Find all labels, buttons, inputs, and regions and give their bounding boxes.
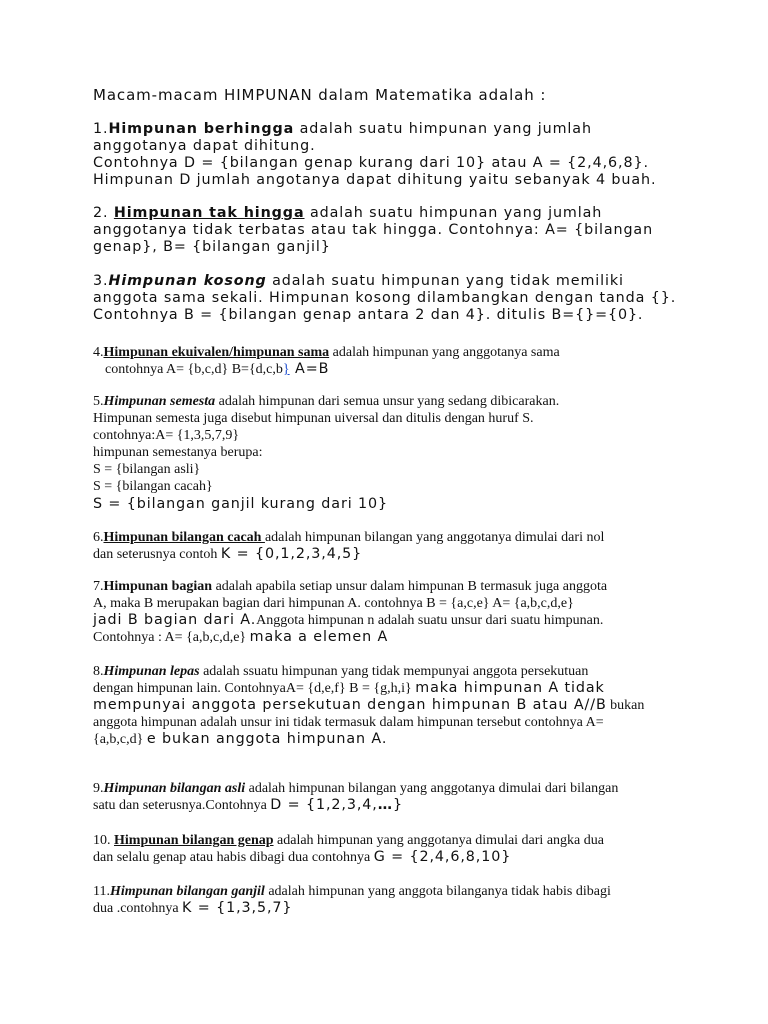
item-text: adalah himpunan yang anggota bilanganya tidak habis dibagi <box>264 884 611 899</box>
item-text: Himpunan D jumlah angotanya dapat dihitung yaitu sebanyak 4 buah. <box>93 172 657 188</box>
item-number: 11. <box>93 884 110 899</box>
item-number: 9. <box>93 781 104 796</box>
item-text: dua .contohnya <box>93 901 183 916</box>
item-himpunan-bagian <box>93 578 693 646</box>
item-text: K = {1,3,5,7} <box>182 900 293 916</box>
item-himpunan-berhingga <box>93 121 693 189</box>
item-himpunan-bilangan-cacah <box>93 529 693 563</box>
item-text: adalah himpunan bilangan yang anggotanya dimulai dari nol <box>264 530 605 545</box>
item-text: A=B <box>289 361 330 377</box>
item-text: {a,b,c,d} <box>93 732 147 747</box>
item-text: A, maka B merupakan bagian dari himpunan A. contohnya B = {a,c,e} A= {a,b,c,d,e} <box>93 596 574 611</box>
item-number: 3. <box>93 273 109 289</box>
item-text: Contohnya B = {bilangan genap antara 2 dan 4}. ditulis B={}={0}. <box>93 307 644 323</box>
item-text: himpunan semestanya berupa: <box>93 445 263 460</box>
item-term: Himpunan semesta <box>103 394 216 409</box>
item-text: adalah suatu himpunan yang jumlah <box>304 205 603 221</box>
item-text: adalah himpunan yang anggotanya sama <box>329 345 560 360</box>
item-term: Himpunan lepas <box>103 664 200 679</box>
item-text: adalah himpunan dari semua unsur yang sedang dibicarakan. <box>215 394 560 409</box>
item-text: Contohnya : A= {a,b,c,d,e} <box>93 630 250 645</box>
item-term: Himpunan bilangan cacah <box>103 530 265 545</box>
item-text: dan seterusnya contoh <box>93 547 221 562</box>
item-text: maka himpunan A tidak <box>415 680 605 696</box>
item-himpunan-ekuivalen <box>93 344 693 378</box>
item-himpunan-semesta <box>93 393 693 514</box>
item-text: S = {bilangan ganjil kurang dari 10} <box>93 496 389 512</box>
item-text: e bukan anggota himpunan A. <box>146 731 388 747</box>
item-number: 8. <box>93 664 104 679</box>
item-text: } <box>392 797 403 813</box>
item-text: S = {bilangan cacah} <box>93 479 213 494</box>
item-himpunan-kosong <box>93 273 693 324</box>
item-text: dengan himpunan lain. ContohnyaA= {d,e,f} B = {g,h,i} <box>93 681 416 696</box>
item-text: bukan <box>606 698 645 713</box>
item-himpunan-bilangan-ganjil <box>93 883 693 917</box>
item-himpunan-tak-hingga <box>93 205 693 256</box>
item-text: genap}, B= {bilangan ganjil} <box>93 239 331 255</box>
item-text: adalah himpunan yang anggotanya dimulai dari angka dua <box>273 833 604 848</box>
item-number: 7. <box>93 579 104 594</box>
item-himpunan-bilangan-genap <box>93 832 693 866</box>
item-term: Himpunan tak hingga <box>113 205 305 221</box>
item-text: adalah suatu himpunan yang tidak memiliki <box>266 273 624 289</box>
item-text: G = {2,4,6,8,10} <box>373 849 512 865</box>
item-number: 6. <box>93 530 104 545</box>
item-text: maka a elemen A <box>249 629 389 645</box>
item-term: Himpunan bilangan ganjil <box>109 884 265 899</box>
item-text: adalah himpunan bilangan yang anggotanya dimulai dari bilangan <box>245 781 619 796</box>
item-number: 4. <box>93 345 104 360</box>
item-term: Himpunan berhingga <box>108 121 295 137</box>
item-number: 5. <box>93 394 104 409</box>
item-text: adalah suatu himpunan yang jumlah <box>294 121 592 137</box>
item-text: K = {0,1,2,3,4,5} <box>220 546 363 562</box>
item-number: 2. <box>93 205 114 221</box>
item-text: jadi B bagian dari A. <box>93 612 257 628</box>
item-text: anggotanya dapat dihitung. <box>93 138 316 154</box>
item-text: adalah ssuatu himpunan yang tidak mempunyai anggota persekutuan <box>199 664 589 679</box>
item-text: contohnya:A= {1,3,5,7,9} <box>93 428 240 443</box>
item-text: anggotanya tidak terbatas atau tak hingga. Contohnya: A= {bilangan <box>93 222 654 238</box>
item-text: adalah apabila setiap unsur dalam himpunan B termasuk juga anggota <box>212 579 608 594</box>
page-title: Macam-macam HIMPUNAN dalam Matematika adalah : <box>93 86 547 104</box>
item-text-link: } <box>282 362 290 377</box>
item-text: satu dan seterusnya.Contohnya <box>93 798 271 813</box>
item-text: D = {1,2,3,4, <box>270 797 378 813</box>
item-term: Himpunan bagian <box>103 579 213 594</box>
item-text: mempunyai anggota persekutuan dengan himpunan B atau A//B <box>93 697 607 713</box>
item-text: anggota sama sekali. Himpunan kosong dilambangkan dengan tanda {}. <box>93 290 677 306</box>
item-number: 10. <box>93 833 114 848</box>
item-text: anggota himpunan adalah unsur ini tidak termasuk dalam himpunan tersebut contohnya A= <box>93 715 604 730</box>
item-term: Himpunan bilangan asli <box>103 781 246 796</box>
item-text: contohnya A= {b,c,d} B={d,c,b <box>105 362 283 377</box>
item-himpunan-bilangan-asli <box>93 780 693 814</box>
item-term: Himpunan kosong <box>108 273 267 289</box>
item-text: Anggota himpunan n adalah suatu unsur dari suatu himpunan. <box>256 613 604 628</box>
item-term: Himpunan bilangan genap <box>114 833 274 848</box>
item-text: Himpunan semesta juga disebut himpunan uiversal dan ditulis dengan huruf S. <box>93 411 534 426</box>
item-term: Himpunan ekuivalen/himpunan sama <box>103 345 330 360</box>
item-text: … <box>377 797 393 813</box>
item-text: Contohnya D = {bilangan genap kurang dari 10} atau A = {2,4,6,8}. <box>93 155 649 171</box>
item-text: dan selalu genap atau habis dibagi dua contohnya <box>93 850 374 865</box>
item-number: 1. <box>93 121 109 137</box>
item-himpunan-lepas <box>93 663 693 748</box>
item-text: S = {bilangan asli} <box>93 462 201 477</box>
